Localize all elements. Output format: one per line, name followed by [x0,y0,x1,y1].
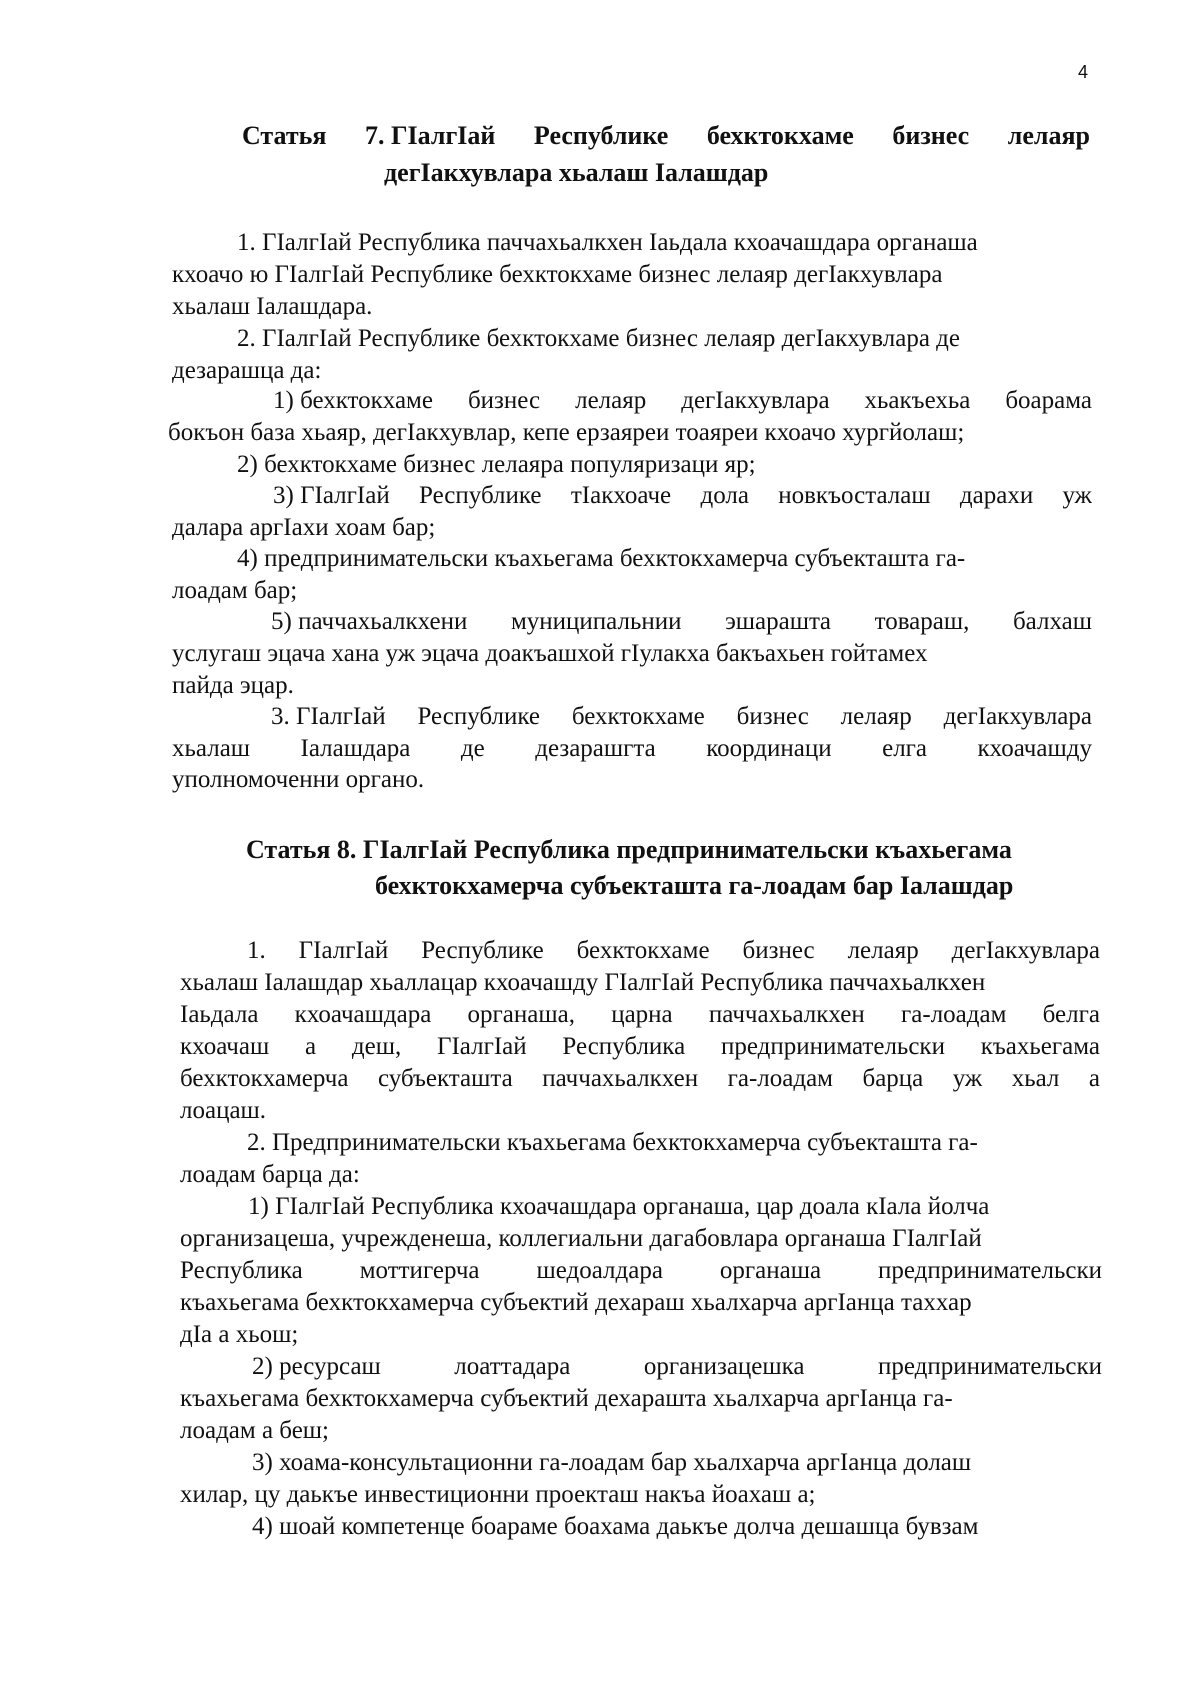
article-heading-line-1 [242,118,1090,154]
word: ГIалгIай [298,937,389,964]
word: субъекташта [377,1065,513,1092]
word: лелаяр [847,937,919,964]
text-line: хьалаш Iалашдара. [172,293,373,320]
text-line: пайда эцар. [172,672,294,699]
text-line: бокъон база хьаяр, дегIакхувлар, кепе ерзаяреи тоаяреи кхоачо хургйолаш; [168,419,965,446]
word: хьалаш [172,735,251,762]
word: де [460,735,485,762]
word: координаци [706,735,832,762]
text-line [271,701,1092,733]
word: бизнес [742,937,815,964]
word: предпринимательски [877,1353,1102,1380]
text-line: лоадам бар; [172,577,298,604]
word: паччахьалкхен [542,1065,699,1092]
text-line [252,1351,1102,1383]
word: бизнес [736,703,809,730]
word: лоаттадара [454,1353,571,1380]
word: 1. [247,937,266,964]
text-line: далара аргIахи хоам бар; [172,514,436,541]
page-number: 4 [1078,62,1089,82]
word: лелаяр [575,387,647,414]
word: органаша [719,1257,822,1284]
text-line: къахьегама бехктокхамерча субъектий дехараштa хьалхарча аргIанца га- [180,1385,953,1412]
word: бизнес [467,387,541,414]
word: органаша, [467,1001,575,1028]
word: кхоачашду [977,735,1092,762]
word: 2) ресурсаш [252,1353,381,1380]
heading-word: Республике [533,121,669,150]
text-line: хилар, цу даькъе инвестиционни проекташ накъа йоахаш а; [180,1481,816,1508]
text-line: кхоачо ю ГIалгIай Республике бехктокхаме бизнес лелаяр дегIакхувлара [172,261,943,288]
word: товараш, [874,608,970,635]
word: Республике [417,703,540,730]
text-line [172,733,1092,765]
word: организацешка [643,1353,805,1380]
text-line: 2. ГIалгIай Республике бехктокхаме бизнес лелаяр дегIакхувлара де [237,325,960,352]
word: паччахьалкхен [708,1001,865,1028]
text-line: 4) шоай компетенце боараме боахама даькъе долча дешашца бувзам [252,1513,979,1540]
text-line: 3) хоама-консультационни га-лоадам бар хьалхарча аргIанца долаш [252,1449,972,1476]
article-heading-line-2: дегIакхувлара хьалаш Iалашдар [384,158,769,187]
article-heading-line-1: Статья 8. ГIалгIай Республика предпринимательски къахьегама [246,835,1012,864]
word: Республике [421,937,544,964]
word: къахьегама [980,1033,1100,1060]
word: боарама [1005,387,1092,414]
word: тIакхоаче [570,482,672,509]
heading-word: Статья [242,121,327,150]
text-line: 2) бехктокхаме бизнес лелаяра популяризаци яр; [237,451,756,478]
word: га-лоадам [727,1065,833,1092]
word: елга [882,735,928,762]
word: бехктокхаме [576,937,710,964]
text-line: 1) ГIалгIай Республика кхоачашдара органаша, цар доала кIала йолча [248,1193,990,1220]
word: бехктокхамерча [180,1065,349,1092]
word: уж [952,1065,983,1092]
word: а [305,1033,317,1060]
word: 5) паччахьалкхени [271,608,468,635]
heading-word: лелаяр [1007,121,1090,150]
text-line [180,1063,1100,1095]
word: га-лоадам [901,1001,1007,1028]
word: барца [862,1065,924,1092]
text-line [180,1255,1102,1287]
text-line: лоадам барца да: [180,1161,360,1188]
word: муниципальнии [510,608,682,635]
word: уж [1062,482,1092,509]
word: царна [611,1001,673,1028]
heading-word: бехктокхаме [706,121,854,150]
word: дезарашгта [535,735,656,762]
word: дегIакхувлара [681,387,830,414]
text-line [271,606,1092,638]
article-heading-line-2: бехктокхамерча субъекташта га-лоадам бар Iалашдар [375,871,1014,900]
text-line [273,385,1092,417]
text-line: 1. ГIалгIай Республика паччахьалкхен Iаьдала кхоачашдара органаша [237,229,978,256]
text-line [247,935,1100,967]
text-line: лоадам а беш; [180,1417,329,1444]
word: шедоалдара [536,1257,663,1284]
word: бехктокхаме [571,703,705,730]
word: Республика [562,1033,686,1060]
word: хьакъехьа [864,387,971,414]
text-line: хьалаш Iалашдар хьаллацар кхоачашду ГIалгIай Республика паччахьалкхен [180,969,986,996]
word: а [1088,1065,1100,1092]
word: Республике [419,482,542,509]
word: 1) бехктокхаме [273,387,433,414]
word: предпринимательски [720,1033,945,1060]
text-line [273,480,1092,512]
word: 3. ГIалгIай [271,703,386,730]
word: предпринимательски [878,1257,1102,1284]
word: деш, [351,1033,402,1060]
text-line [180,1031,1100,1063]
text-line: 4) предпринимательски къахьегама бехктокхамерча субъекташта га- [237,545,966,572]
word: дегIакхувлара [951,937,1100,964]
text-line: услугаш эцача хана уж эцача доакъашхой гIулакха бакъахьен гойтамех [172,640,928,667]
heading-word: 7. ГIалгIай [364,121,496,150]
word: дегIакхувлара [943,703,1092,730]
heading-word: бизнес [892,121,970,150]
word: Iаьдала [180,1001,259,1028]
word: 3) ГIалгIай [273,482,390,509]
text-line: дIа а хьош; [180,1321,299,1348]
word: новкъосталаш [778,482,931,509]
word: кхоачашдара [294,1001,432,1028]
text-line: 2. Предпринимательски къахьегама бехктокхамерча субъекташта га- [247,1129,978,1156]
word: балхаш [1012,608,1092,635]
word: лелаяр [840,703,912,730]
word: кхоачаш [180,1033,270,1060]
word: хьал [1011,1065,1060,1092]
text-line: къахьегама бехктокхамерча субъектий дехараш хьалхарча аргIанца таххар [180,1289,972,1316]
word: моттигерча [359,1257,480,1284]
text-line: лоацаш. [180,1097,267,1124]
text-line: организацеша, учрежденеша, коллегиальни дагабовлара органаша ГIалгIай [180,1225,982,1252]
word: белга [1042,1001,1100,1028]
text-line: дезарашца да: [172,357,322,384]
word: Республика [180,1257,303,1284]
word: дарахи [959,482,1034,509]
word: эшараштa [725,608,832,635]
word: ГIалгIай [437,1033,527,1060]
text-line [180,999,1100,1031]
word: дола [700,482,749,509]
word: Iалашдара [300,735,411,762]
text-line: уполномоченни органо. [172,766,425,793]
